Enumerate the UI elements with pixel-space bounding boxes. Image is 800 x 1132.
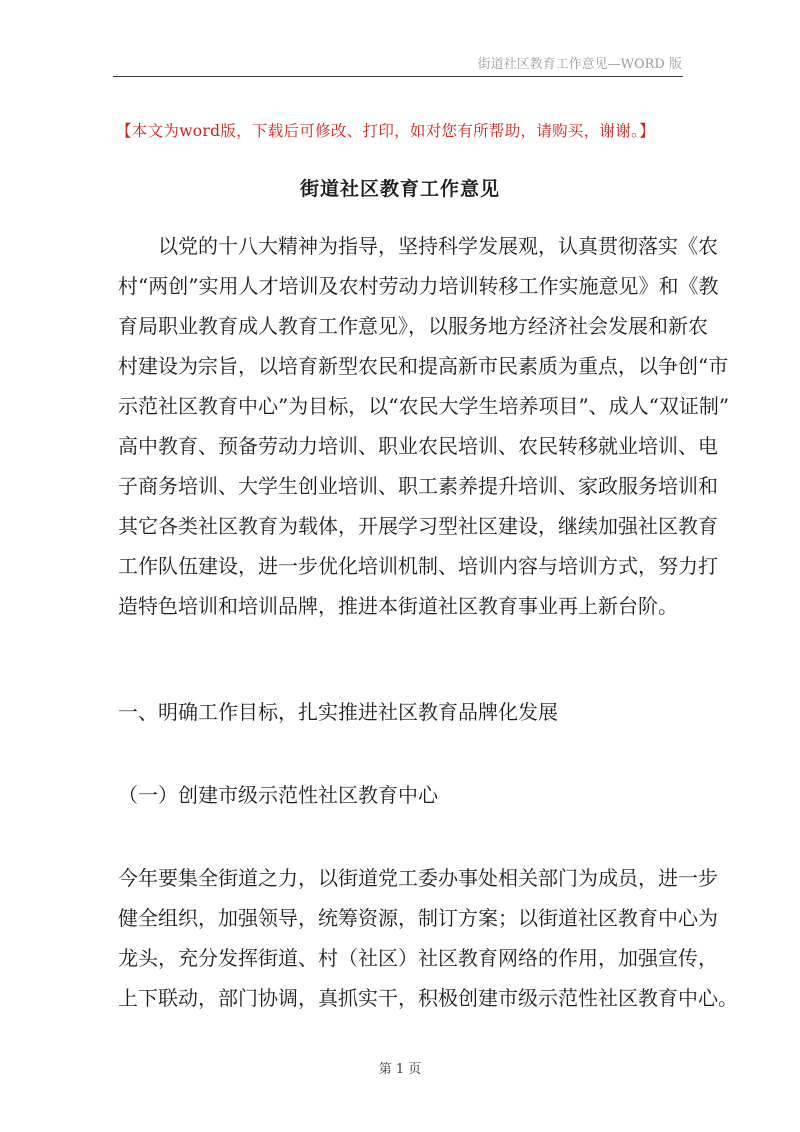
running-header: 街道社区教育工作意见—WORD 版 [477,57,682,72]
paragraph-line: 其它各类社区教育为载体，开展学习型社区建设，继续加强社区教育 [118,514,718,538]
body-paragraph [118,858,738,1018]
paragraph-line: 子商务培训、大学生创业培训、职工素养提升培训、家政服务培训和 [118,474,718,498]
paragraph-line: 健全组织，加强领导，统筹资源，制订方案；以街道社区教育中心为 [118,906,718,930]
subsection-heading-1: （一）创建市级示范性社区教育中心 [118,783,438,807]
paragraph-line: 高中教育、预备劳动力培训、职业农民培训、农民转移就业培训、电 [118,434,718,458]
section-heading-1: 一、明确工作目标，扎实推进社区教育品牌化发展 [118,700,558,724]
paragraph-line: 育局职业教育成人教育工作意见》，以服务地方经济社会发展和新农 [118,314,708,338]
paragraph-line: 村建设为宗旨，以培育新型农民和提高新市民素质为重点，以争创“市 [118,354,729,378]
paragraph-line: 示范社区教育中心”为目标，以“农民大学生培养项目”、成人“双证制” [118,394,730,418]
document-title: 街道社区教育工作意见 [299,178,500,200]
intro-paragraph [118,226,730,626]
paragraph-line: 造特色培训和培训品牌，推进本街道社区教育事业再上新台阶。 [118,594,678,618]
paragraph-line: 工作队伍建设，进一步优化培训机制、培训内容与培训方式，努力打 [118,554,718,578]
page-number: 第 1 页 [378,1062,422,1077]
paragraph-line: 村“两创”实用人才培训及农村劳动力培训转移工作实施意见》和《教 [118,274,719,298]
paragraph-line: 上下联动，部门协调，真抓实干，积极创建市级示范性社区教育中心。 [118,986,738,1010]
paragraph-line: 今年要集全街道之力，以街道党工委办事处相关部门为成员，进一步 [118,866,718,890]
paragraph-line: 以党的十八大精神为指导，坚持科学发展观，认真贯彻落实《农 [158,234,718,258]
paragraph-line: 龙头，充分发挥街道、村（社区）社区教育网络的作用，加强宣传， [118,946,718,970]
purchase-notice: 【本文为word版，下载后可修改、打印，如对您有所帮助，请购买，谢谢。】 [116,122,655,140]
header-divider [113,76,683,77]
